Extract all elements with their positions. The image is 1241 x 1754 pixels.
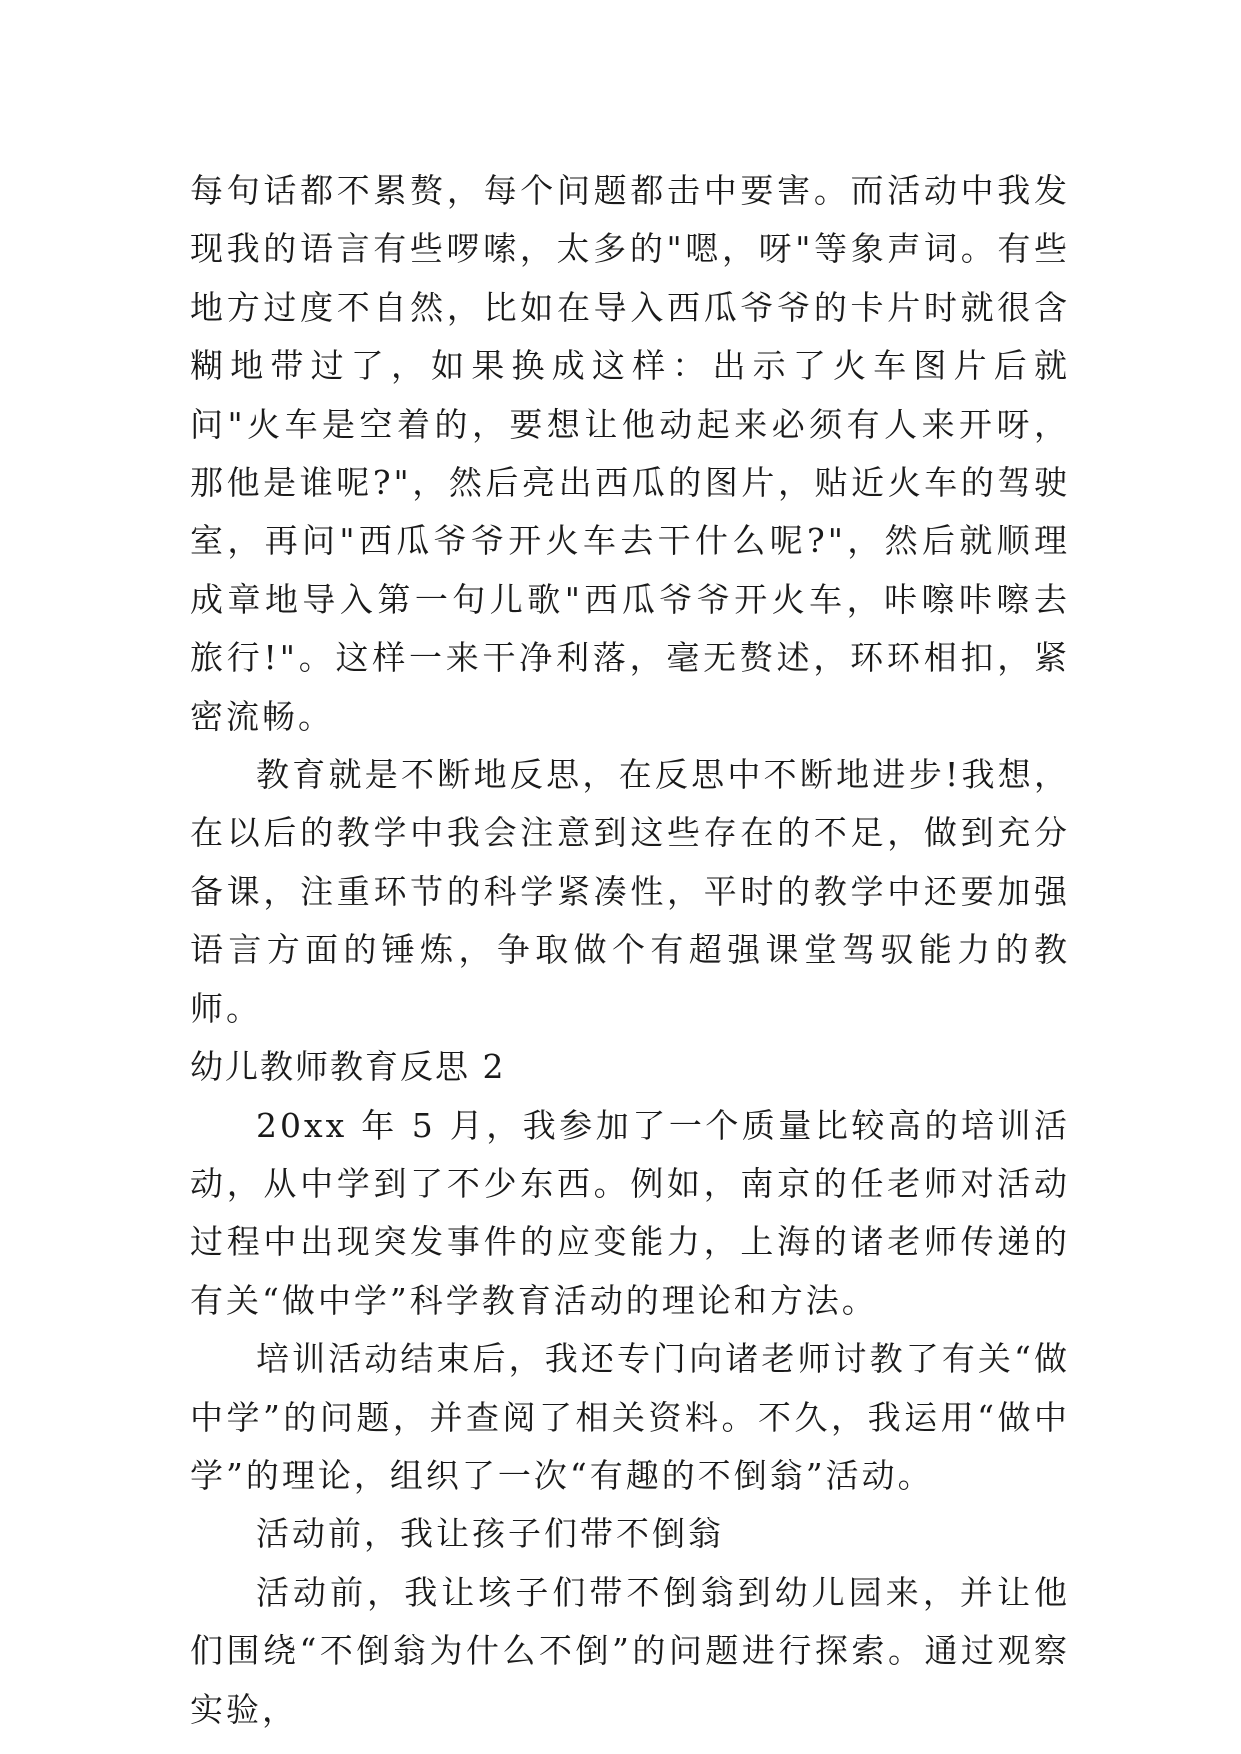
paragraph-6: 活动前，我让垓子们带不倒翁到幼儿园来，并让他们围绕“不倒翁为什么不倒”的问题进行探索。通过观察实验， (190, 1572, 1070, 1729)
document-body (190, 162, 1070, 1739)
paragraph-3: 20xx 年 5 月，我参加了一个质量比较高的培训活动，从中学到了不少东西。例如，南京的任老师对活动过程中出现突发事件的应变能力，上海的诸老师传递的有关“做中学”科学教育活动的理论和方法。 (190, 1105, 1070, 1320)
paragraph-5: 活动前，我让孩子们带不倒翁 (256, 1514, 724, 1554)
paragraph-1: 每句话都不累赘，每个问题都击中要害。而活动中我发现我的语言有些啰嗦，太多的"嗯，呀"等象声词。有些地方过度不自然，比如在导入西瓜爷爷的卡片时就很含糊地带过了，如果换成这样：出示了火车图片后就问"火车是空着的，要想让他动起来必须有人来开呀，那他是谁呢?"，然后亮出西瓜的图片，贴近火车的驾驶室，再问"西瓜爷爷开火车去干什么呢?"，然后就顺理成章地导入第一句儿歌"西瓜爷爷开火车，咔嚓咔嚓去旅行!"。这样一来干净利落，毫无赘述，环环相扣，紧密流畅。 (190, 171, 1070, 736)
paragraph-4: 培训活动结束后，我还专门向诸老师讨教了有关“做中学”的问题，并查阅了相关资料。不久，我运用“做中学”的理论，组织了一次“有趣的不倒翁”活动。 (190, 1339, 1070, 1495)
section-heading: 幼儿教师教育反思 2 (190, 1047, 506, 1087)
paragraph-2: 教育就是不断地反思，在反思中不断地进步!我想，在以后的教学中我会注意到这些存在的不足，做到充分备课，注重环节的科学紧凑性，平时的教学中还要加强语言方面的锤炼，争取做个有超强课堂驾驭能力的教师。 (190, 755, 1070, 1028)
